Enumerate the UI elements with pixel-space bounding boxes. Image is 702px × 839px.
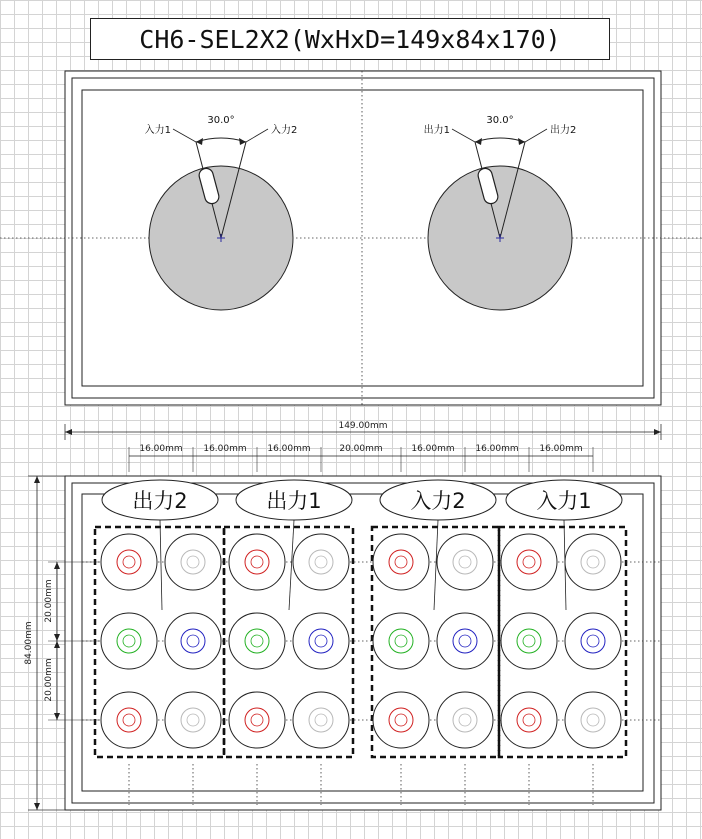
knob-right-label-1: 出力1 bbox=[423, 125, 450, 136]
jack-outer-ring bbox=[437, 534, 493, 590]
jack bbox=[229, 613, 285, 669]
jack-outer-ring bbox=[101, 613, 157, 669]
jack bbox=[437, 692, 493, 748]
jack-outer-ring bbox=[165, 534, 221, 590]
jack-outer-ring bbox=[373, 692, 429, 748]
jack-outer-ring bbox=[229, 613, 285, 669]
jack-outer-ring bbox=[373, 613, 429, 669]
spacing-label-5: 16.00mm bbox=[411, 444, 455, 454]
jack bbox=[565, 613, 621, 669]
jack bbox=[373, 534, 429, 590]
jack bbox=[565, 534, 621, 590]
knob-right-label-2: 出力2 bbox=[550, 125, 577, 136]
spacing-label-7: 16.00mm bbox=[539, 444, 583, 454]
width-dimension bbox=[65, 421, 661, 440]
vspacing-arrow bbox=[54, 634, 60, 641]
jack bbox=[229, 692, 285, 748]
vspacing-arrow bbox=[54, 641, 60, 648]
vspacing-label-1: 20.00mm bbox=[44, 579, 54, 623]
group-label-3: 入力2 bbox=[410, 489, 466, 513]
spacing-dimensions bbox=[129, 444, 593, 472]
jack-outer-ring bbox=[293, 613, 349, 669]
jack-outer-ring bbox=[437, 613, 493, 669]
jack bbox=[501, 534, 557, 590]
jack-outer-ring bbox=[101, 692, 157, 748]
jack-outer-ring bbox=[229, 534, 285, 590]
jack bbox=[165, 534, 221, 590]
height-arrow-bottom bbox=[34, 803, 40, 810]
jack bbox=[101, 534, 157, 590]
jack bbox=[229, 534, 285, 590]
height-label: 84.00mm bbox=[24, 621, 34, 665]
knob-left-label-2: 入力2 bbox=[271, 125, 298, 136]
jack bbox=[501, 692, 557, 748]
vspacing-arrow bbox=[54, 562, 60, 569]
jack bbox=[565, 692, 621, 748]
group-label-4: 入力1 bbox=[536, 489, 592, 513]
jack-outer-ring bbox=[565, 534, 621, 590]
jack bbox=[501, 613, 557, 669]
jack bbox=[373, 613, 429, 669]
jack-outer-ring bbox=[165, 613, 221, 669]
width-label: 149.00mm bbox=[338, 421, 388, 431]
knob-left-label-1: 入力1 bbox=[144, 125, 171, 136]
jack bbox=[437, 613, 493, 669]
jack-outer-ring bbox=[293, 534, 349, 590]
spacing-label-2: 16.00mm bbox=[203, 444, 247, 454]
jack bbox=[293, 613, 349, 669]
jack bbox=[101, 692, 157, 748]
vspacing-label-2: 20.00mm bbox=[44, 658, 54, 702]
jack-outer-ring bbox=[165, 692, 221, 748]
group-label-2: 出力1 bbox=[266, 489, 322, 513]
height-arrow-top bbox=[34, 476, 40, 483]
knob-left-angle-label: 30.0° bbox=[207, 115, 235, 126]
jack bbox=[437, 534, 493, 590]
jack bbox=[373, 692, 429, 748]
jack-outer-ring bbox=[373, 534, 429, 590]
spacing-label-4: 20.00mm bbox=[339, 444, 383, 454]
title-text: CH6-SEL2X2(WxHxD=149x84x170) bbox=[139, 24, 561, 54]
jack bbox=[293, 534, 349, 590]
jack-outer-ring bbox=[293, 692, 349, 748]
width-arrow-left bbox=[65, 429, 72, 435]
vspacing-arrow bbox=[54, 713, 60, 720]
knob-right-angle-label: 30.0° bbox=[486, 115, 514, 126]
jack-outer-ring bbox=[501, 692, 557, 748]
jack-outer-ring bbox=[229, 692, 285, 748]
spacing-label-3: 16.00mm bbox=[267, 444, 311, 454]
jack-outer-ring bbox=[565, 692, 621, 748]
jack-outer-ring bbox=[501, 534, 557, 590]
width-arrow-right bbox=[654, 429, 661, 435]
jack-outer-ring bbox=[565, 613, 621, 669]
jack-outer-ring bbox=[437, 692, 493, 748]
jack bbox=[101, 613, 157, 669]
jack-outer-ring bbox=[101, 534, 157, 590]
spacing-label-1: 16.00mm bbox=[139, 444, 183, 454]
spacing-label-6: 16.00mm bbox=[475, 444, 519, 454]
group-label-1: 出力2 bbox=[132, 489, 188, 513]
height-dimension bbox=[24, 476, 65, 810]
top-view-panel bbox=[0, 71, 702, 405]
jack bbox=[165, 692, 221, 748]
jack bbox=[293, 692, 349, 748]
jack-outer-ring bbox=[501, 613, 557, 669]
jack bbox=[165, 613, 221, 669]
